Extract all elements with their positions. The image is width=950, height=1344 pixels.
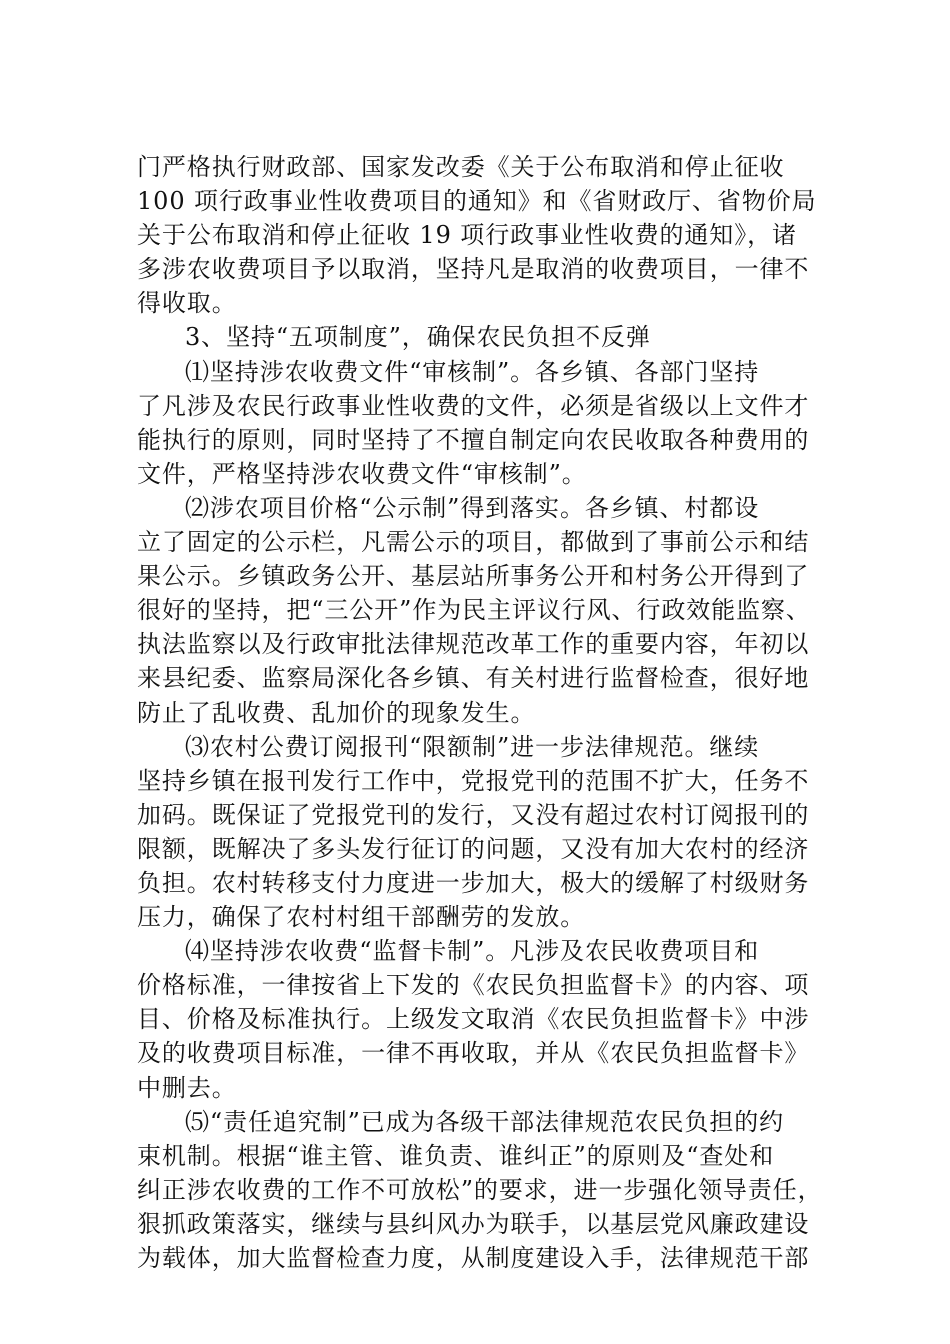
paragraph-first-line: 3、坚持“五项制度”，确保农民负担不反弹	[185, 323, 651, 352]
text-line: 来县纪委、监察局深化各乡镇、有关村进行监督检查，很好地	[137, 664, 810, 693]
text-line: 能执行的原则，同时坚持了不擅自制定向农民收取各种费用的	[137, 425, 810, 454]
text-line: 门严格执行财政部、国家发改委《关于公布取消和停止征收	[137, 153, 785, 181]
text-line: 加码。既保证了党报党刊的发行，又没有超过农村订阅报刊的	[137, 800, 810, 829]
text-line: 防止了乱收费、乱加价的现象发生。	[137, 698, 536, 727]
text-line: 得收取。	[137, 289, 237, 318]
text-line: 负担。农村转移支付力度进一步加大，极大的缓解了村级财务	[137, 868, 810, 897]
text-line: 中删去。	[137, 1073, 237, 1102]
text-line: 束机制。根据“谁主管、谁负责、谁纠正”的原则及“查处和	[137, 1141, 775, 1170]
text-line: 多涉农收费项目予以取消，坚持凡是取消的收费项目，一律不	[137, 255, 810, 284]
text-line: 狠抓政策落实，继续与县纠风办为联手，以基层党风廉政建设	[137, 1209, 810, 1238]
paragraph-first-line: ⑷坚持涉农收费“监督卡制”。凡涉及农民收费项目和	[185, 937, 760, 966]
paragraph-first-line: ⑵涉农项目价格“公示制”得到落实。各乡镇、村都设	[185, 493, 760, 522]
text-line: 及的收费项目标准，一律不再收取，并从《农民负担监督卡》	[137, 1039, 810, 1068]
paragraph-first-line: ⑶农村公费订阅报刊“限额制”进一步法律规范。继续	[185, 732, 760, 761]
text-line: 目、价格及标准执行。上级发文取消《农民负担监督卡》中涉	[137, 1005, 810, 1034]
paragraph-first-line: ⑴坚持涉农收费文件“审核制”。各乡镇、各部门坚持	[185, 357, 760, 386]
text-line: 很好的坚持，把“三公开”作为民主评议行风、行政效能监察、	[137, 596, 811, 625]
text-line: 压力，确保了农村村组干部酬劳的发放。	[137, 903, 586, 932]
text-line: 了凡涉及农民行政事业性收费的文件，必须是省级以上文件才	[137, 391, 810, 420]
text-line: 坚持乡镇在报刊发行工作中，党报党刊的范围不扩大，任务不	[137, 766, 810, 795]
text-line: 果公示。乡镇政务公开、基层站所事务公开和村务公开得到了	[137, 562, 810, 591]
text-line: 关于公布取消和停止征收 19 项行政事业性收费的通知》，诸	[137, 221, 797, 250]
text-line: 100 项行政事业性收费项目的通知》和《省财政厅、省物价局	[137, 187, 817, 216]
text-line: 执法监察以及行政审批法律规范改革工作的重要内容，年初以	[137, 630, 810, 659]
text-line: 立了固定的公示栏，凡需公示的项目，都做到了事前公示和结	[137, 528, 810, 557]
text-line: 为载体，加大监督检查力度，从制度建设入手，法律规范干部	[137, 1244, 810, 1272]
document-body	[137, 150, 837, 1275]
text-line: 价格标准，一律按省上下发的《农民负担监督卡》的内容、项	[137, 971, 810, 1000]
text-line: 限额，既解决了多头发行征订的问题，又没有加大农村的经济	[137, 834, 810, 863]
text-line: 文件，严格坚持涉农收费文件“审核制”。	[137, 459, 587, 488]
paragraph-first-line: ⑸“责任追究制”已成为各级干部法律规范农民负担的约	[185, 1107, 785, 1136]
text-line: 纠正涉农收费的工作不可放松”的要求，进一步强化领导责任，	[137, 1175, 823, 1204]
